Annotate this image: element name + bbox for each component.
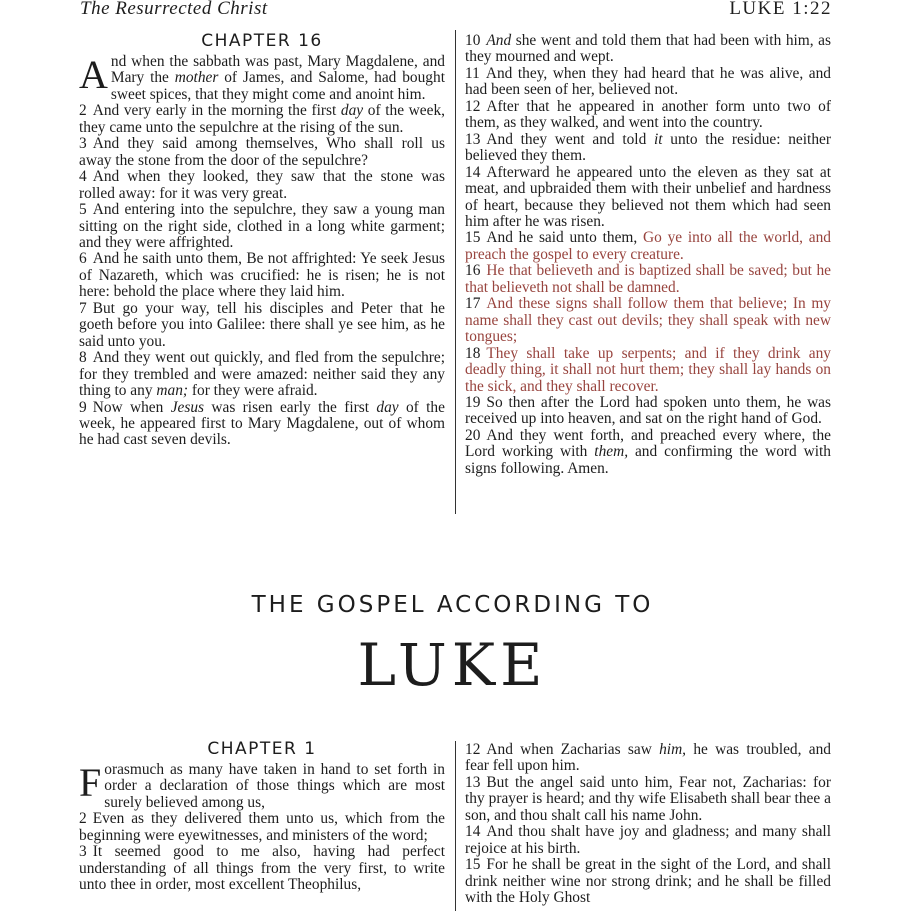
verse-number: 14 (465, 163, 481, 181)
verse-number: 3 (79, 135, 87, 153)
words-of-christ: They shall take up serpents; and if they drink any deadly thing, it shall not hurt them; they shall lay hands on the sick, and they shall recover. (465, 344, 831, 395)
verse-1: And when the sabbath was past, Mary Magdalene, and Mary the mother of James, and Salome, had bought sweet spices, that they might come and anoint him. (79, 52, 445, 103)
verse-18 (465, 346, 831, 395)
verse-20: 20 And they went forth, and preached every where, the Lord working with them, and confirming the word with signs following. Amen. (465, 426, 831, 477)
verse-9: 9 Now when Jesus was risen early the first day of the week, he appeared first to Mary Magdalene, out of whom he had cast seven devils. (79, 398, 445, 449)
verse-number: 9 (79, 398, 87, 416)
verse-number: 4 (79, 168, 87, 186)
words-of-christ: Go ye into all the world, and preach the gospel to every creature. (465, 229, 831, 263)
verse-number: 2 (79, 810, 87, 828)
drop-cap: A (79, 52, 108, 97)
chapter-heading: CHAPTER 16 (201, 31, 323, 51)
verse-number: 14 (465, 823, 481, 841)
verse-17 (465, 296, 831, 345)
verse-number: 10 (465, 32, 481, 49)
verse-2: 2 And very early in the morning the first day of the week, they came unto the sepulchre at the rising of the sun. (79, 102, 445, 136)
verse-7: 7 But go your way, tell his disciples and Peter that he goeth before you into Galilee: there shall ye see him, as he said unto you. (79, 299, 445, 350)
verse-number: 12 (465, 741, 481, 758)
mark-16-right-column (465, 33, 831, 477)
verse-12: 12 And when Zacharias saw him, he was troubled, and fear fell upon him. (465, 741, 831, 775)
verse-14: 14 Afterward he appeared unto the eleven as they sat at meat, and upbraided them with their unbelief and hardness of heart, because they believed not them which had seen him after he was risen. (465, 163, 831, 230)
verse-3: 3 It seemed good to me also, having had perfect understanding of all things from the very first, to write unto thee in order, most excellent Theophilus, (79, 843, 445, 894)
verse-number: 11 (465, 64, 480, 82)
words-of-christ: And these signs shall follow them that believe; In my name shall they cast out devils; they shall speak with new tongues; (465, 295, 831, 346)
column-divider (455, 30, 456, 514)
verse-number: 20 (465, 426, 481, 444)
verse-number: 5 (79, 201, 87, 219)
verse-number: 15 (465, 229, 481, 247)
verse-number: 19 (465, 393, 481, 411)
verse-number: 16 (465, 262, 481, 280)
drop-cap: F (79, 760, 102, 805)
chapter-heading: CHAPTER 1 (207, 739, 317, 759)
verse-10: 10 And she went and told them that had been with him, as they mourned and wept. (465, 32, 831, 66)
verse-15: 15 For he shall be great in the sight of the Lord, and shall drink neither wine nor strong drink; and he shall be filled with the Holy Ghost (465, 856, 831, 907)
verse-6: 6 And he saith unto them, Be not affrighted: Ye seek Jesus of Nazareth, which was crucified: he is risen; he is not here: behold the place where they laid him. (79, 250, 445, 301)
verse-5: 5 And entering into the sepulchre, they saw a young man sitting on the right side, clothed in a long white garment; and they were affrighted. (79, 201, 445, 251)
verse-1: Forasmuch as many have taken in hand to set forth in order a declaration of those things which are most surely believed among us, (79, 760, 445, 811)
verse-4: 4 And when they looked, they saw that the stone was rolled away: for it was very great. (79, 168, 445, 202)
luke-1-right-column (465, 742, 831, 907)
verse-2: 2 Even as they delivered them unto us, which from the beginning were eyewitnesses, and ministers of the word; (79, 810, 445, 844)
running-head-reference: LUKE 1:22 (729, 0, 832, 19)
verse-8: 8 And they went out quickly, and fled from the sepulchre; for they trembled and were amazed: neither said they any thing to any man; for they were afraid. (79, 349, 445, 400)
verse-number: 3 (79, 843, 87, 861)
verse-16 (465, 263, 831, 296)
verse-number: 13 (465, 773, 481, 791)
verse-number: 8 (79, 349, 87, 367)
verse-19: 19 So then after the Lord had spoken unto them, he was received up into heaven, and sat on the right hand of God. (465, 393, 831, 428)
verse-13: 13 But the angel said unto him, Fear not, Zacharias: for thy prayer is heard; and thy wife Elisabeth shall bear thee a son, and thou shalt call his name John. (465, 773, 831, 824)
book-subtitle: THE GOSPEL ACCORDING TO (251, 592, 654, 618)
verse-number: 18 (465, 344, 481, 362)
verse-3: 3 And they said among themselves, Who shall roll us away the stone from the door of the sepulchre? (79, 135, 445, 169)
words-of-christ: He that believeth and is baptized shall be saved; but he that believeth not shall be damned. (465, 262, 831, 296)
mark-16-left-column (79, 30, 445, 449)
column-divider (455, 741, 456, 911)
verse-number: 12 (465, 97, 481, 115)
book-title: LUKE (357, 631, 548, 699)
verse-number: 7 (79, 299, 87, 317)
verse-11: 11 And they, when they had heard that he was alive, and had been seen of her, believed not. (465, 64, 831, 99)
luke-1-left-column (79, 738, 445, 894)
verse-number: 13 (465, 130, 481, 148)
verse-number: 17 (465, 295, 481, 313)
verse-12: 12 After that he appeared in another form unto two of them, as they walked, and went into the country. (465, 97, 831, 132)
verse-13: 13 And they went and told it unto the residue: neither believed they them. (465, 130, 831, 165)
verse-14: 14 And thou shalt have joy and gladness; and many shall rejoice at his birth. (465, 823, 831, 857)
verse-number: 6 (79, 250, 87, 268)
verse-15: 15 And he said unto them, Go ye into all the world, and preach the gospel to every creature. (465, 229, 831, 263)
running-head-title: The Resurrected Christ (80, 0, 268, 19)
verse-number: 15 (465, 856, 481, 874)
verse-number: 2 (79, 102, 87, 120)
